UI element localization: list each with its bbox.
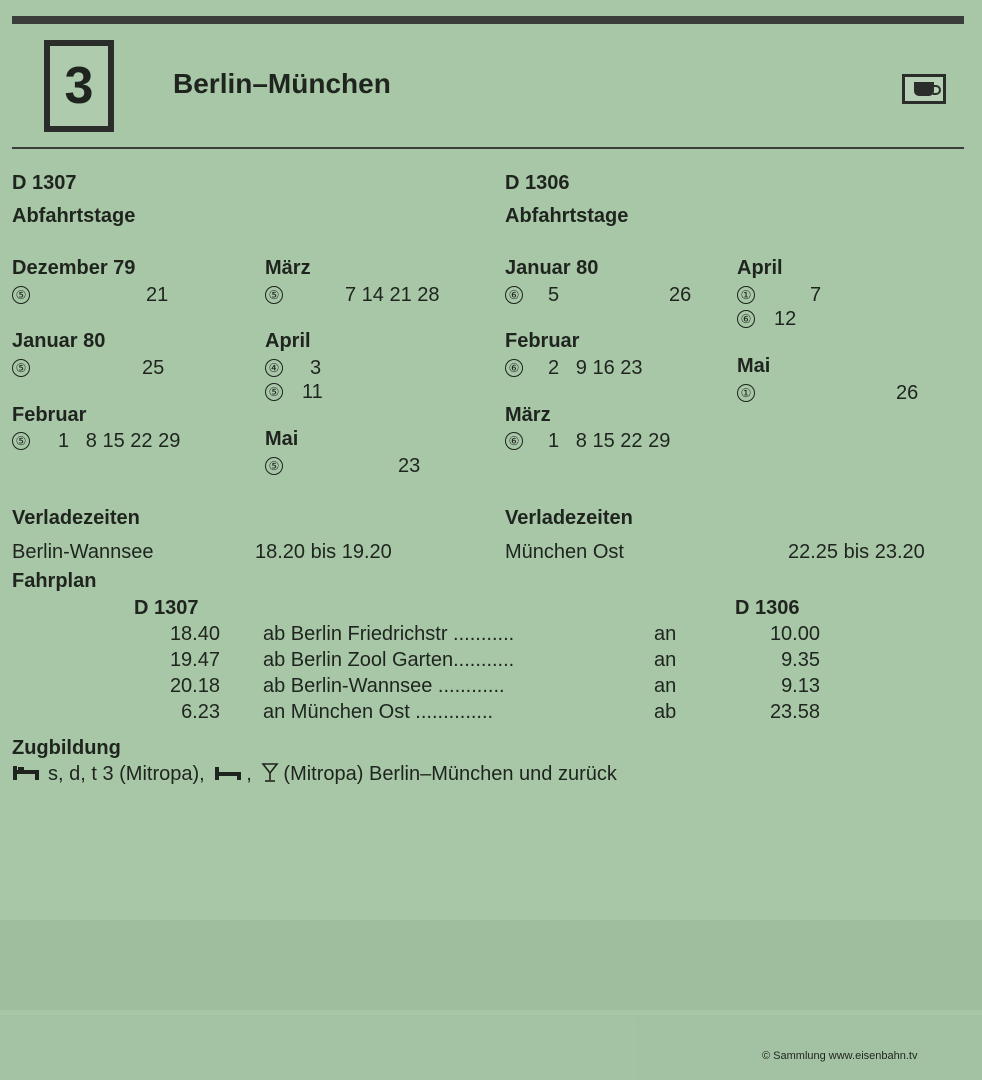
days-list: 7 14 21 28	[345, 284, 440, 306]
timetable-label: Fahrplan	[12, 570, 97, 592]
timetable-row	[12, 701, 972, 725]
timetable-row	[12, 623, 972, 647]
header-divider	[12, 147, 964, 149]
station: ab Berlin-Wannsee ............	[263, 675, 505, 697]
departure-days-label-left: Abfahrtstage	[12, 205, 136, 227]
time-left: 20.18	[169, 675, 220, 697]
timetable-row	[12, 675, 972, 699]
copyright-credit: © Sammlung www.eisenbahn.tv	[762, 1050, 918, 1062]
days-list: 21	[146, 284, 169, 306]
month-april: April	[737, 257, 783, 279]
loading-times-label-right: Verladezeiten	[505, 507, 633, 529]
station: ab Berlin Friedrichstr ...........	[263, 623, 515, 645]
timetable-row	[12, 649, 972, 673]
days-list: 12	[774, 308, 797, 330]
weekday-marker: ⑤	[265, 381, 289, 404]
month-mai: Mai	[737, 355, 771, 377]
sleeping-car-icon	[214, 764, 244, 782]
time-left: 18.40	[169, 623, 220, 645]
timetable-col-right: D 1306	[735, 597, 800, 619]
days-list: 11	[302, 381, 323, 403]
days-list: 2 9 16 23	[548, 357, 643, 379]
time-right: 9.13	[781, 675, 820, 697]
days-list: 7	[810, 284, 822, 306]
time-right: 23.58	[769, 701, 820, 723]
weekday-marker: ⑥	[505, 357, 529, 380]
month-mai: Mai	[265, 428, 299, 450]
month-februar: Februar	[505, 330, 580, 352]
direction: an	[654, 675, 677, 697]
station: an München Ost ..............	[263, 701, 494, 723]
days-list: 5	[548, 284, 560, 306]
loading-times-label-left: Verladezeiten	[12, 507, 140, 529]
weekday-marker: ④	[265, 357, 289, 380]
month-februar: Februar	[12, 404, 87, 426]
loading-station-left: Berlin-Wannsee	[12, 541, 154, 563]
wine-glass-icon	[261, 763, 279, 783]
days-list: 25	[142, 357, 165, 379]
time-right: 10.00	[769, 623, 820, 645]
loading-station-right: München Ost	[505, 541, 624, 563]
loading-time-left: 18.20 bis 19.20	[255, 541, 392, 563]
days-list: 1 8 15 22 29	[58, 430, 181, 452]
weekday-marker: ⑤	[12, 430, 36, 453]
days-list: 26	[669, 284, 692, 306]
month-april: April	[265, 330, 311, 352]
weekday-marker: ⑤	[265, 284, 289, 307]
time-left: 19.47	[169, 649, 220, 671]
train-id-right: D 1306	[505, 172, 570, 194]
train-id-left: D 1307	[12, 172, 77, 194]
departure-days-label-right: Abfahrtstage	[505, 205, 629, 227]
month-januar: Januar 80	[505, 257, 599, 279]
days-list: 3	[310, 357, 322, 379]
days-list: 26	[896, 382, 919, 404]
month-januar: Januar 80	[12, 330, 106, 352]
weekday-marker: ①	[737, 382, 761, 405]
loading-time-right: 22.25 bis 23.20	[788, 541, 925, 563]
month-dezember: Dezember 79	[12, 257, 136, 279]
weekday-marker: ⑥	[505, 284, 529, 307]
days-list: 23	[398, 455, 421, 477]
composition-label: Zugbildung	[12, 737, 121, 759]
month-maerz: März	[265, 257, 311, 279]
weekday-marker: ⑤	[265, 455, 289, 478]
couchette-car-icon	[12, 764, 42, 782]
timetable-col-left: D 1307	[134, 597, 199, 619]
direction: an	[654, 649, 677, 671]
time-left: 6.23	[181, 701, 220, 723]
top-rule	[12, 16, 964, 24]
weekday-marker: ⑥	[505, 430, 529, 453]
direction: ab	[654, 701, 677, 723]
weekday-marker: ①	[737, 284, 761, 307]
route-title: Berlin–München	[173, 68, 391, 99]
background-stain	[0, 1015, 982, 1080]
weekday-marker: ⑥	[737, 308, 761, 331]
weekday-marker: ⑤	[12, 357, 36, 380]
station: ab Berlin Zool Garten...........	[263, 649, 515, 671]
days-list: 1 8 15 22 29	[548, 430, 671, 452]
month-maerz: März	[505, 404, 551, 426]
direction: an	[654, 623, 677, 645]
background-stain	[0, 920, 982, 1010]
coffee-cup-icon	[902, 74, 946, 104]
route-number: 3	[44, 40, 114, 132]
time-right: 9.35	[781, 649, 820, 671]
composition-line: s, d, t 3 (Mitropa), , (Mitropa) Berlin–München und zurück	[12, 763, 617, 786]
weekday-marker: ⑤	[12, 284, 36, 307]
